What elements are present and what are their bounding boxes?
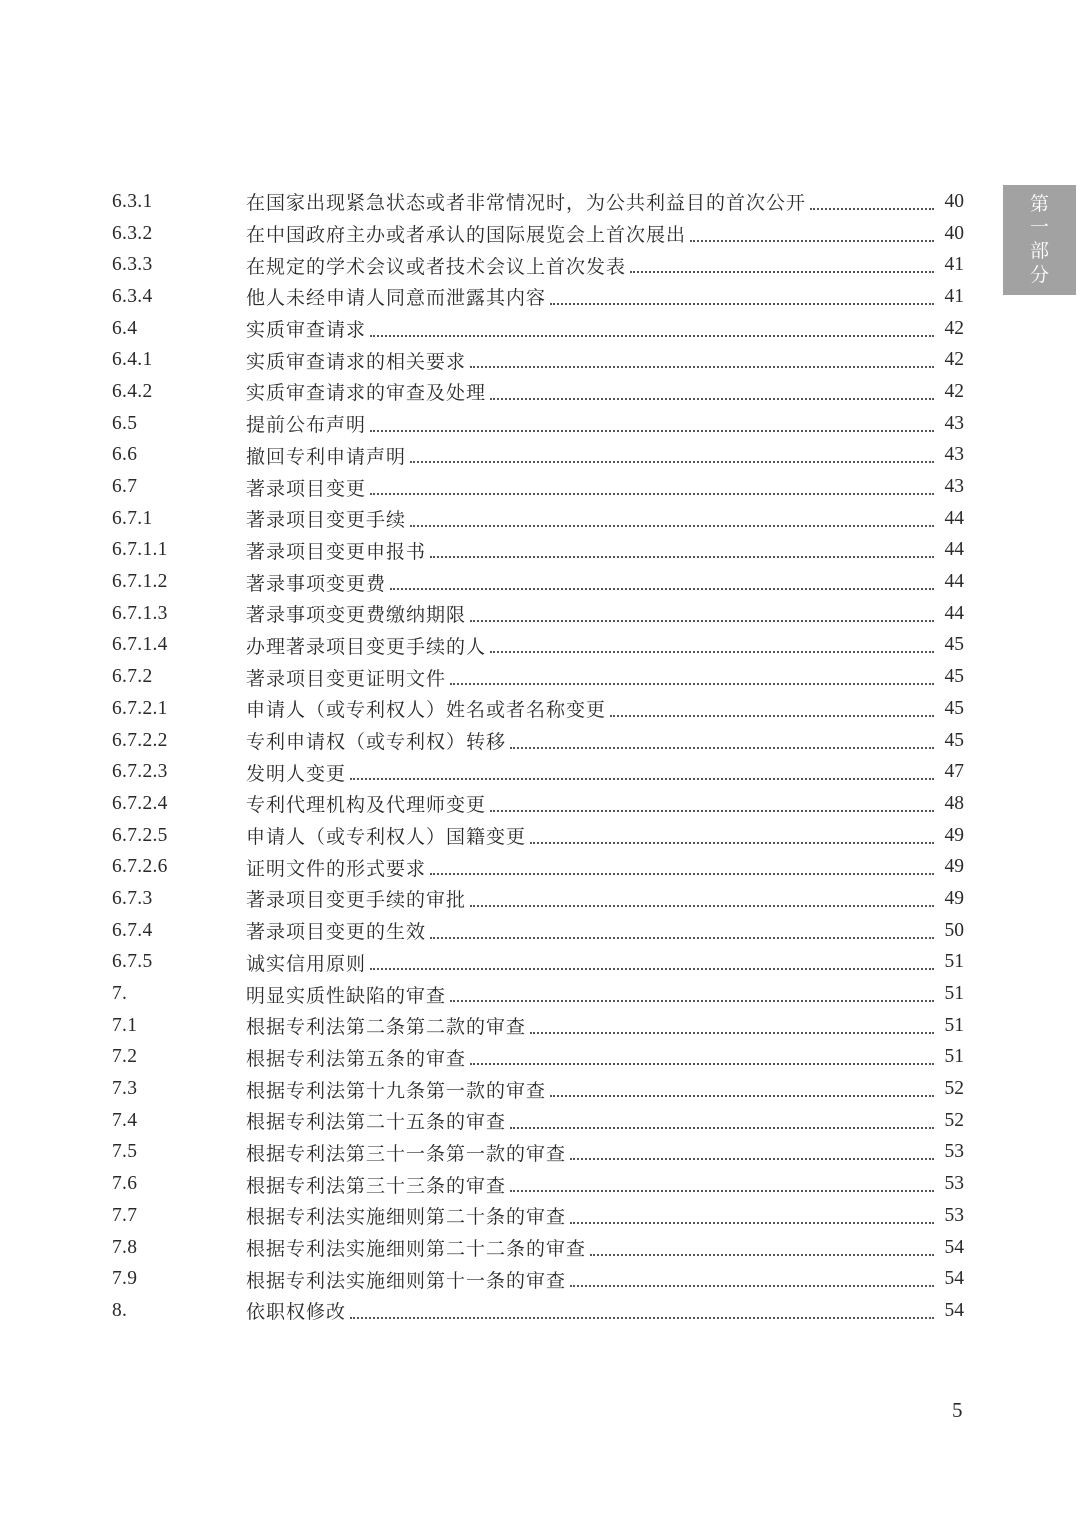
- toc-entry[interactable]: [112, 344, 964, 376]
- toc-leader-dots: [530, 842, 934, 844]
- toc-section-number: 6.7: [112, 476, 138, 498]
- toc-entry[interactable]: [112, 1200, 964, 1232]
- toc-entry[interactable]: [112, 1073, 964, 1105]
- toc-page-number: 51: [944, 1014, 964, 1036]
- toc-leader-dots: [490, 398, 934, 400]
- toc-leader-dots: [410, 461, 934, 463]
- toc-page-number: 54: [944, 1268, 964, 1290]
- toc-page-number: 42: [944, 317, 964, 339]
- toc-leader-dots: [430, 873, 934, 875]
- toc-section-title: 实质审查请求的相关要求: [246, 350, 467, 373]
- toc-entry[interactable]: [112, 503, 964, 535]
- toc-section-title: 在国家出现紧急状态或者非常情况时，为公共利益目的首次公开: [246, 192, 807, 215]
- toc-entry[interactable]: [112, 851, 964, 883]
- toc-section-number: 6.7.1.2: [112, 571, 168, 593]
- toc-entry[interactable]: [112, 788, 964, 820]
- toc-section-number: 6.7.1.1: [112, 539, 168, 561]
- toc-page-number: 41: [944, 285, 964, 307]
- toc-section-number: 7.7: [112, 1204, 138, 1226]
- toc-section-title: 著录事项变更费缴纳期限: [246, 604, 467, 627]
- toc-section-title: 著录项目变更证明文件: [246, 667, 447, 690]
- toc-section-number: 7.6: [112, 1173, 138, 1195]
- toc-page-number: 51: [944, 1046, 964, 1068]
- toc-section-number: 6.7.1.4: [112, 634, 168, 656]
- toc-leader-dots: [590, 1254, 934, 1256]
- toc-page-number: 53: [944, 1141, 964, 1163]
- toc-leader-dots: [450, 683, 934, 685]
- toc-leader-dots: [370, 968, 934, 970]
- toc-page-number: 49: [944, 887, 964, 909]
- toc-leader-dots: [570, 1222, 934, 1224]
- toc-leader-dots: [550, 1095, 934, 1097]
- toc-leader-dots: [370, 335, 934, 337]
- toc-leader-dots: [350, 1317, 934, 1319]
- toc-page-number: 44: [944, 507, 964, 529]
- toc-page-number: 44: [944, 571, 964, 593]
- toc-page-number: 49: [944, 824, 964, 846]
- toc-section-number: 6.7.2.1: [112, 697, 168, 719]
- toc-section-number: 7.1: [112, 1014, 138, 1036]
- toc-page-number: 43: [944, 444, 964, 466]
- toc-entry[interactable]: [112, 471, 964, 503]
- toc-leader-dots: [430, 556, 934, 558]
- toc-section-number: 6.7.1.3: [112, 602, 168, 624]
- toc-leader-dots: [510, 1127, 934, 1129]
- toc-section-number: 6.4.1: [112, 349, 153, 371]
- toc-leader-dots: [370, 493, 934, 495]
- toc-section-number: 6.7.1: [112, 507, 153, 529]
- toc-leader-dots: [490, 651, 934, 653]
- toc-section-number: 6.7.2.4: [112, 792, 168, 814]
- toc-entry[interactable]: [112, 1042, 964, 1074]
- toc-leader-dots: [630, 271, 934, 273]
- toc-leader-dots: [370, 430, 934, 432]
- toc-leader-dots: [690, 240, 934, 242]
- table-of-contents: [112, 186, 964, 1327]
- toc-entry[interactable]: [112, 566, 964, 598]
- toc-page-number: 45: [944, 634, 964, 656]
- toc-entry[interactable]: [112, 440, 964, 472]
- toc-entry[interactable]: [112, 281, 964, 313]
- toc-leader-dots: [470, 620, 934, 622]
- toc-section-title: 根据专利法实施细则第十一条的审查: [246, 1269, 567, 1292]
- toc-section-title: 著录项目变更: [246, 477, 367, 500]
- toc-entry[interactable]: [112, 978, 964, 1010]
- toc-page-number: 44: [944, 602, 964, 624]
- toc-entry[interactable]: [112, 1232, 964, 1264]
- toc-section-title: 著录项目变更申报书: [246, 540, 427, 563]
- toc-section-number: 7.9: [112, 1268, 138, 1290]
- toc-entry[interactable]: [112, 725, 964, 757]
- toc-entry[interactable]: [112, 1137, 964, 1169]
- toc-leader-dots: [430, 937, 934, 939]
- toc-leader-dots: [450, 1000, 934, 1002]
- toc-section-title: 申请人（或专利权人）国籍变更: [246, 826, 527, 849]
- toc-leader-dots: [350, 778, 934, 780]
- toc-page-number: 51: [944, 951, 964, 973]
- section-tab: [1003, 185, 1076, 295]
- toc-section-title: 根据专利法第二十五条的审查: [246, 1111, 507, 1134]
- toc-section-title: 根据专利法第二条第二款的审查: [246, 1016, 527, 1039]
- toc-leader-dots: [530, 1032, 934, 1034]
- toc-section-number: 7.: [112, 983, 128, 1005]
- toc-leader-dots: [390, 588, 934, 590]
- toc-section-number: 6.3.4: [112, 285, 153, 307]
- toc-section-number: 7.2: [112, 1046, 138, 1068]
- toc-section-title: 著录项目变更手续的审批: [246, 889, 467, 912]
- toc-page-number: 45: [944, 666, 964, 688]
- toc-leader-dots: [470, 1063, 934, 1065]
- toc-section-title: 他人未经申请人同意而泄露其内容: [246, 287, 547, 310]
- toc-entry[interactable]: [112, 947, 964, 979]
- toc-section-number: 6.7.2.3: [112, 761, 168, 783]
- toc-page-number: 42: [944, 380, 964, 402]
- toc-leader-dots: [490, 810, 934, 812]
- toc-entry[interactable]: [112, 693, 964, 725]
- toc-section-number: 6.7.2.6: [112, 856, 168, 878]
- toc-page-number: 50: [944, 919, 964, 941]
- toc-page-number: 51: [944, 983, 964, 1005]
- toc-section-number: 6.7.2: [112, 666, 153, 688]
- toc-section-title: 根据专利法实施细则第二十条的审查: [246, 1206, 567, 1229]
- toc-section-number: 6.7.5: [112, 951, 153, 973]
- toc-entry[interactable]: [112, 408, 964, 440]
- toc-section-number: 6.5: [112, 412, 138, 434]
- toc-section-title: 撤回专利申请声明: [246, 445, 407, 468]
- toc-section-title: 在中国政府主办或者承认的国际展览会上首次展出: [246, 224, 687, 247]
- toc-section-number: 7.4: [112, 1109, 138, 1131]
- toc-page-number: 41: [944, 254, 964, 276]
- toc-entry[interactable]: [112, 1168, 964, 1200]
- toc-page-number: 48: [944, 792, 964, 814]
- toc-section-number: 7.5: [112, 1141, 138, 1163]
- toc-entry[interactable]: [112, 1263, 964, 1295]
- toc-page-number: 43: [944, 476, 964, 498]
- toc-entry[interactable]: [112, 630, 964, 662]
- toc-page-number: 53: [944, 1173, 964, 1195]
- toc-page-number: 45: [944, 697, 964, 719]
- toc-section-title: 发明人变更: [246, 762, 347, 785]
- toc-leader-dots: [510, 1190, 934, 1192]
- toc-entry[interactable]: [112, 1105, 964, 1137]
- section-tab-char: 部: [1029, 240, 1049, 262]
- toc-section-number: 7.8: [112, 1236, 138, 1258]
- toc-section-title: 根据专利法实施细则第二十二条的审查: [246, 1238, 587, 1261]
- toc-section-number: 6.4.2: [112, 380, 153, 402]
- toc-section-number: 8.: [112, 1299, 128, 1321]
- toc-entry[interactable]: [112, 535, 964, 567]
- toc-page-number: 40: [944, 222, 964, 244]
- toc-section-number: 6.3.1: [112, 190, 153, 212]
- toc-entry[interactable]: [112, 661, 964, 693]
- toc-section-title: 实质审查请求的审查及处理: [246, 382, 487, 405]
- toc-section-title: 实质审查请求: [246, 319, 367, 342]
- toc-section-title: 明显实质性缺陷的审查: [246, 984, 447, 1007]
- toc-section-title: 依职权修改: [246, 1301, 347, 1324]
- toc-leader-dots: [570, 1158, 934, 1160]
- page-number: 5: [952, 1398, 963, 1422]
- toc-entry[interactable]: [112, 313, 964, 345]
- toc-section-title: 诚实信用原则: [246, 952, 367, 975]
- toc-page-number: 45: [944, 729, 964, 751]
- toc-page-number: 42: [944, 349, 964, 371]
- toc-section-number: 6.3.2: [112, 222, 153, 244]
- toc-page-number: 54: [944, 1299, 964, 1321]
- toc-section-title: 著录项目变更手续: [246, 509, 407, 532]
- toc-leader-dots: [410, 525, 934, 527]
- section-tab-char: 一: [1029, 216, 1049, 239]
- toc-section-number: 6.7.2.2: [112, 729, 168, 751]
- toc-leader-dots: [810, 208, 934, 210]
- toc-entry[interactable]: [112, 186, 964, 218]
- toc-section-number: 6.4: [112, 317, 138, 339]
- toc-entry[interactable]: [112, 820, 964, 852]
- toc-section-number: 6.7.3: [112, 887, 153, 909]
- toc-section-title: 著录事项变更费: [246, 572, 387, 595]
- toc-leader-dots: [550, 303, 934, 305]
- section-tab-char: 第: [1029, 192, 1049, 215]
- toc-leader-dots: [610, 715, 934, 717]
- toc-section-title: 专利代理机构及代理师变更: [246, 794, 487, 817]
- toc-leader-dots: [570, 1285, 934, 1287]
- toc-section-number: 6.6: [112, 444, 138, 466]
- toc-leader-dots: [470, 366, 934, 368]
- toc-section-title: 申请人（或专利权人）姓名或者名称变更: [246, 699, 607, 722]
- toc-leader-dots: [470, 905, 934, 907]
- toc-page-number: 47: [944, 761, 964, 783]
- toc-entry[interactable]: [112, 376, 964, 408]
- toc-section-title: 在规定的学术会议或者技术会议上首次发表: [246, 255, 627, 278]
- section-tab-char: 分: [1029, 263, 1049, 286]
- toc-page-number: 43: [944, 412, 964, 434]
- toc-section-title: 根据专利法第十九条第一款的审查: [246, 1079, 547, 1102]
- toc-entry[interactable]: [112, 915, 964, 947]
- toc-entry[interactable]: [112, 1010, 964, 1042]
- toc-section-title: 证明文件的形式要求: [246, 857, 427, 880]
- toc-page-number: 44: [944, 539, 964, 561]
- toc-page-number: 40: [944, 190, 964, 212]
- toc-entry[interactable]: [112, 1295, 964, 1327]
- toc-page-number: 49: [944, 856, 964, 878]
- toc-section-title: 办理著录项目变更手续的人: [246, 635, 487, 658]
- toc-section-number: 7.3: [112, 1078, 138, 1100]
- toc-section-number: 6.7.2.5: [112, 824, 168, 846]
- toc-section-title: 根据专利法第五条的审查: [246, 1047, 467, 1070]
- toc-entry[interactable]: [112, 598, 964, 630]
- toc-page-number: 53: [944, 1204, 964, 1226]
- toc-entry[interactable]: [112, 218, 964, 250]
- toc-entry[interactable]: [112, 249, 964, 281]
- toc-page-number: 52: [944, 1109, 964, 1131]
- toc-section-number: 6.3.3: [112, 254, 153, 276]
- toc-section-title: 著录项目变更的生效: [246, 921, 427, 944]
- toc-entry[interactable]: [112, 883, 964, 915]
- toc-section-title: 根据专利法第三十三条的审查: [246, 1174, 507, 1197]
- toc-section-title: 提前公布声明: [246, 414, 367, 437]
- toc-section-title: 根据专利法第三十一条第一款的审查: [246, 1142, 567, 1165]
- toc-entry[interactable]: [112, 756, 964, 788]
- toc-leader-dots: [510, 747, 934, 749]
- toc-section-title: 专利申请权（或专利权）转移: [246, 731, 507, 754]
- toc-section-number: 6.7.4: [112, 919, 153, 941]
- toc-page-number: 54: [944, 1236, 964, 1258]
- toc-page-number: 52: [944, 1078, 964, 1100]
